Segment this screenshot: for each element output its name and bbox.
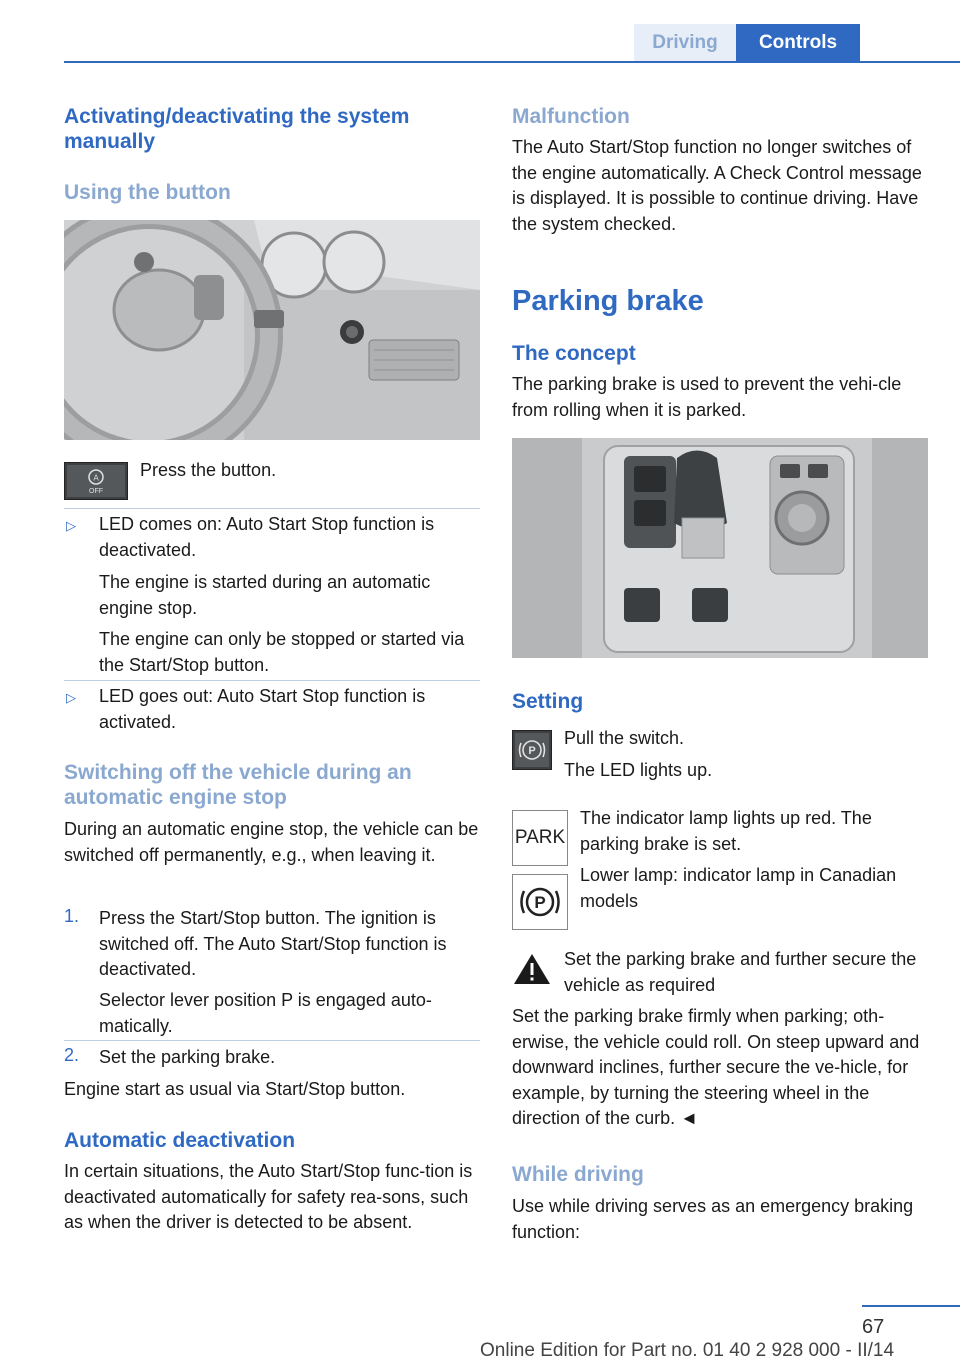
switching-off-text: During an automatic engine stop, the vehicle can be switched off permanently, e.g., when leaving it. (64, 819, 479, 865)
while-driving-text: Use while driving serves as an emergency braking function: (512, 1196, 914, 1242)
divider (64, 508, 480, 509)
bullet-led-on-sub2: The engine can only be stopped or started via the Start/Stop button. (99, 629, 465, 675)
step-2-text: Set the parking brake. (99, 1047, 276, 1067)
park-indicator-label: PARK (514, 827, 566, 848)
heading-concept: The concept (512, 342, 636, 365)
heading-malfunction: Malfunction (512, 105, 630, 128)
divider (64, 1040, 480, 1041)
header-rule (64, 61, 960, 63)
parking-brake-indicator-icon (512, 874, 568, 930)
heading-parking-brake: Parking brake (512, 285, 704, 317)
warning-icon (512, 950, 552, 988)
auto-start-stop-button-icon (64, 462, 128, 500)
heading-using-button: Using the button (64, 181, 231, 204)
svg-text:P: P (534, 893, 546, 912)
svg-text:P: P (528, 745, 536, 757)
dashboard-photo (64, 220, 480, 440)
header-tab-driving: Driving (634, 24, 736, 62)
step-1-text: Press the Start/Stop button. The ignition is switched off. The Auto Start/Stop function is deactivated. (99, 908, 447, 979)
page-number: 67 (862, 1316, 885, 1338)
warning-title: Set the parking brake and further secure the vehicle as required (564, 949, 917, 995)
press-button-text: Press the button. (140, 460, 277, 480)
center-console-photo (512, 438, 928, 658)
svg-text:OFF: OFF (89, 488, 103, 495)
step-number: 2. (64, 1045, 80, 1065)
footer-rule (862, 1305, 960, 1307)
heading-switching-off: Switching off the vehicle during an automatic engine stop (64, 761, 412, 809)
step-1-sub-text: Selector lever position P is engaged auto-matically. (99, 990, 432, 1036)
bullet-icon: ▷ (66, 518, 76, 533)
heading-activating-manually: Activating/deactivating the system manually (64, 105, 410, 153)
lower-lamp-text: Lower lamp: indicator lamp in Canadian models (580, 865, 897, 911)
engine-start-text: Engine start as usual via Start/Stop button. (64, 1079, 406, 1099)
divider (64, 680, 480, 681)
heading-setting: Setting (512, 690, 584, 713)
park-indicator-icon (512, 810, 568, 866)
warning-body: Set the parking brake firmly when parking; oth-erwise, the vehicle could roll. On steep upward and downward inclines, further secure the ve-hicle, for example, by turning the steering wheel in the direction of the curb. ◄ (512, 1006, 920, 1128)
parking-brake-switch-icon (512, 730, 552, 770)
led-lights-text: The LED lights up. (564, 760, 713, 780)
footer-edition: Online Edition for Part no. 01 40 2 928 000 - II/14 (480, 1340, 895, 1361)
bullet-icon: ▷ (66, 690, 76, 705)
pull-switch-text: Pull the switch. (564, 728, 685, 748)
auto-deactivation-text: In certain situations, the Auto Start/Stop func-tion is deactivated automatically for safety rea-sons, such as when the driver is detected to be absent. (64, 1161, 473, 1232)
indicator-red-text: The indicator lamp lights up red. The parking brake is set. (580, 808, 872, 854)
svg-text:A: A (93, 473, 99, 483)
heading-auto-deactivation: Automatic deactivation (64, 1129, 296, 1152)
header-tab-controls: Controls (736, 24, 860, 62)
bullet-led-off: LED goes out: Auto Start Stop function is activated. (99, 686, 426, 732)
bullet-led-on-sub1: The engine is started during an automatic engine stop. (99, 572, 431, 618)
heading-while-driving: While driving (512, 1163, 644, 1186)
concept-text: The parking brake is used to prevent the vehi-cle from rolling when it is parked. (512, 374, 902, 420)
bullet-led-on: LED comes on: Auto Start Stop function is deactivated. (99, 514, 435, 560)
malfunction-text: The Auto Start/Stop function no longer switches of the engine automatically. A Check Control message is displayed. It is possible to continue driving. Have the system checked. (512, 137, 922, 234)
step-number: 1. (64, 906, 80, 926)
